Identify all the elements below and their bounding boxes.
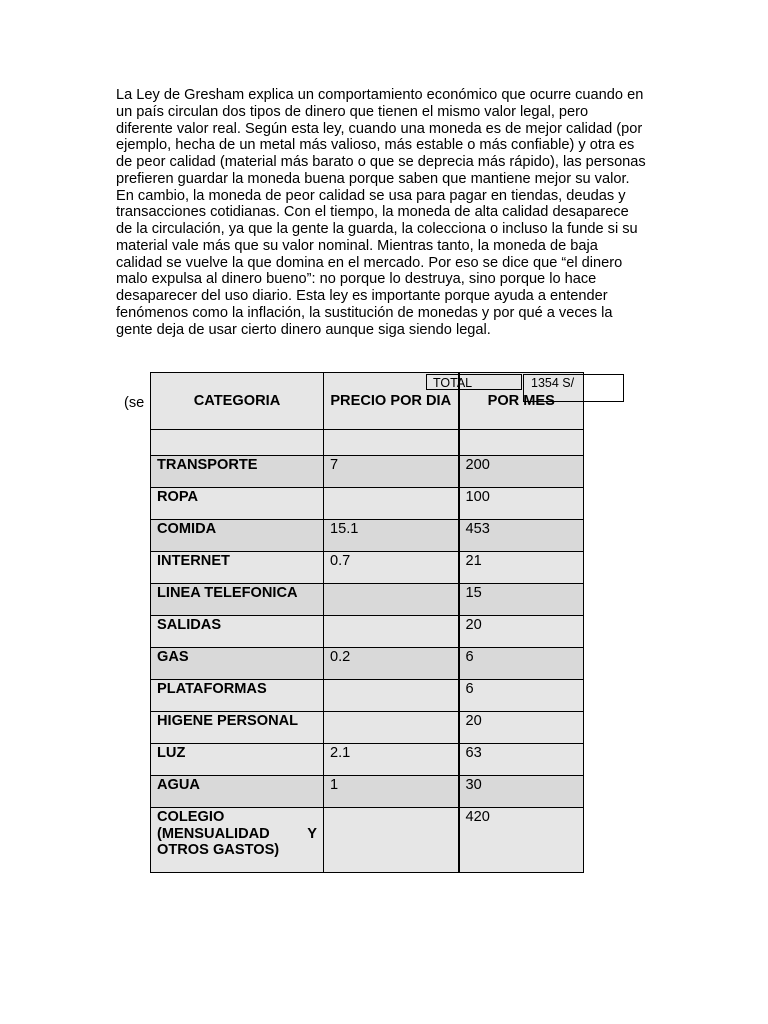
cell-precio-dia (324, 584, 459, 616)
table-row (151, 520, 584, 552)
header-por-mes: POR MES (459, 373, 584, 430)
cell-precio-dia: 7 (324, 456, 459, 488)
cell-por-mes: 6 (459, 648, 584, 680)
cell-precio-dia: 1 (324, 776, 459, 808)
cell-por-mes: 63 (459, 744, 584, 776)
cell-por-mes: 420 (459, 808, 584, 873)
cell-por-mes: 100 (459, 488, 584, 520)
cell-por-mes: 15 (459, 584, 584, 616)
subheader-cell (459, 430, 584, 456)
cell-categoria: ROPA (151, 488, 324, 520)
table-row (151, 808, 584, 873)
gresham-paragraph: La Ley de Gresham explica un comportamiento económico que ocurre cuando en un país circulan dos tipos de dinero que tienen el mismo valor legal, pero diferente valor real. Según esta ley, cuando una moneda es de mejor calidad (por ejemplo, hecha de un metal más valioso, más estable o más confiable) y otra es de peor calidad (material más barato o que se deprecia más rápido), las personas prefieren guardar la moneda buena porque saben que mantiene mejor su valor. En cambio, la moneda de peor calidad se usa para pagar en tiendas, deudas y transacciones cotidianas. Con el tiempo, la moneda de alta calidad desaparece de la circulación, ya que la gente la guarda, la colecciona o incluso la funde si su material vale más que su valor nominal. Mientras tanto, la moneda de baja calidad se vuelve la que domina en el mercado. Por eso se dice que “el dinero malo expulsa al dinero bueno”: no porque lo destruya, sino porque lo hace desaparecer del uso diario. Esta ley es importante porque ayuda a entender fenómenos como la inflación, la sustitución de monedas y por qué a veces la gente deja de usar cierto dinero aunque siga siendo legal. (116, 87, 646, 338)
cell-categoria-text: COLEGIO (MENSUALIDAD Y OTROS GASTOS) (157, 809, 317, 858)
cell-por-mes: 20 (459, 616, 584, 648)
cell-precio-dia (324, 712, 459, 744)
cell-categoria: LUZ (151, 744, 324, 776)
table-row (151, 584, 584, 616)
cell-categoria: COMIDA (151, 520, 324, 552)
cell-por-mes: 200 (459, 456, 584, 488)
cell-categoria: SALIDAS (151, 616, 324, 648)
cell-precio-dia (324, 488, 459, 520)
table-row (151, 744, 584, 776)
table-row (151, 488, 584, 520)
cell-categoria: PLATAFORMAS (151, 680, 324, 712)
table-row (151, 712, 584, 744)
total-amount-box: 1354 S/ (523, 374, 624, 402)
cell-precio-dia: 0.7 (324, 552, 459, 584)
expense-table (150, 372, 584, 873)
cell-categoria: LINEA TELEFONICA (151, 584, 324, 616)
cell-precio-dia: 0.2 (324, 648, 459, 680)
subheader-cell (324, 430, 459, 456)
cell-precio-dia: 2.1 (324, 744, 459, 776)
cell-precio-dia (324, 680, 459, 712)
cell-por-mes: 30 (459, 776, 584, 808)
table-row (151, 680, 584, 712)
table-row (151, 456, 584, 488)
side-note-fragment: (se (124, 395, 145, 411)
cell-precio-dia: 15.1 (324, 520, 459, 552)
table-row (151, 648, 584, 680)
table-row (151, 552, 584, 584)
cell-por-mes: 453 (459, 520, 584, 552)
header-categoria: CATEGORIA (151, 373, 324, 430)
cell-categoria (151, 808, 324, 873)
header-precio-dia: PRECIO POR DIA (324, 373, 459, 430)
cell-por-mes: 20 (459, 712, 584, 744)
cell-categoria: INTERNET (151, 552, 324, 584)
cell-categoria: AGUA (151, 776, 324, 808)
cell-categoria: HIGENE PERSONAL (151, 712, 324, 744)
table-row (151, 776, 584, 808)
cell-categoria: TRANSPORTE (151, 456, 324, 488)
table-row (151, 616, 584, 648)
cell-precio-dia (324, 616, 459, 648)
cell-categoria: GAS (151, 648, 324, 680)
table-subheader-row (151, 430, 584, 456)
subheader-cell (151, 430, 324, 456)
cell-por-mes: 21 (459, 552, 584, 584)
cell-por-mes: 6 (459, 680, 584, 712)
cell-precio-dia (324, 808, 459, 873)
total-label-box: TOTAL (426, 374, 522, 390)
